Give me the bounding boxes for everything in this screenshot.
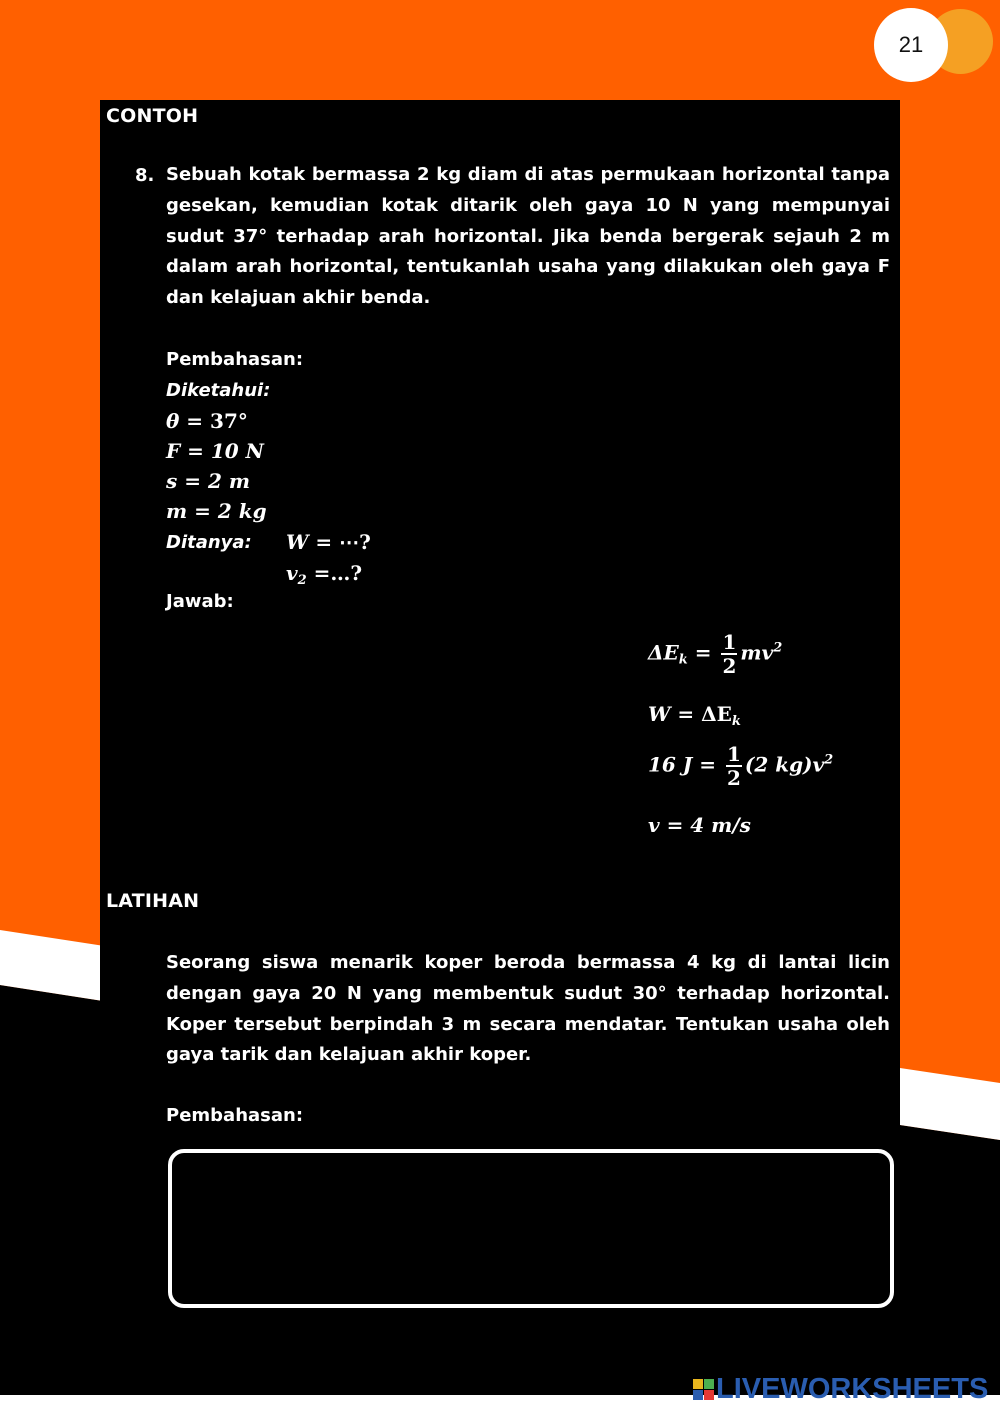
jawab-label: Jawab: — [166, 591, 234, 612]
contoh-problem-text: Sebuah kotak bermassa 2 kg diam di atas permukaan horizontal tanpa gesekan, kemudian kotak ditarik oleh gaya 10 N yang mempunyai sudut 37° terhadap arah horizontal. Jika benda bergerak sejauh 2 m dalam arah horizontal, tentukanlah usaha yang dilakukan oleh gaya F dan kelajuan akhir benda. — [166, 164, 890, 309]
diketahui-label: Diketahui: — [166, 380, 271, 401]
asked-work-symbol: W — [286, 530, 309, 554]
contoh-title: CONTOH — [106, 105, 199, 127]
given-force-value: = 10 N — [180, 439, 264, 463]
eq1-lhs: ΔE — [648, 640, 679, 665]
eq3-numerator: 1 — [726, 742, 741, 766]
asked-work — [286, 530, 371, 554]
solution-eq-work — [648, 702, 741, 729]
eq1-equals: = — [687, 640, 719, 665]
eq3-lhs: 16 J = — [648, 752, 723, 777]
given-mass-value: = 2 kg — [187, 499, 267, 523]
eq3-rhs: (2 kg)v — [744, 752, 825, 777]
eq3-superscript: 2 — [824, 752, 834, 768]
latihan-problem-text: Seorang siswa menarik koper beroda bermassa 4 kg di lantai licin dengan gaya 20 N yang membentuk sudut 30° terhadap horizontal. Koper tersebut berpindah 3 m secara mendatar. Tentukan usaha oleh gaya tarik dan kelajuan akhir koper. — [166, 952, 890, 1066]
given-distance — [166, 469, 250, 493]
given-theta-symbol: θ — [166, 409, 180, 433]
given-distance-value: = 2 m — [177, 469, 250, 493]
asked-velocity-symbol: v — [286, 561, 298, 585]
eq2-lhs: W — [648, 702, 671, 726]
asked-velocity-subscript: 2 — [297, 573, 307, 588]
solution-eq-velocity: v = 4 m/s — [648, 813, 751, 837]
answer-input-box[interactable] — [168, 1149, 894, 1308]
ditanya-label: Ditanya: — [166, 532, 252, 553]
contoh-pembahasan-label: Pembahasan: — [166, 349, 304, 370]
given-force — [166, 439, 264, 463]
eq1-rhs: mv — [740, 640, 774, 665]
latihan-pembahasan-label: Pembahasan: — [166, 1105, 304, 1126]
eq3-denominator: 2 — [726, 766, 741, 790]
asked-work-value: = ⋯? — [308, 530, 371, 554]
eq3-fraction — [726, 743, 742, 789]
page-number: 21 — [874, 8, 948, 82]
eq2-subscript: k — [731, 714, 741, 729]
eq1-subscript: k — [678, 652, 688, 668]
eq1-superscript: 2 — [773, 640, 783, 656]
eq1-denominator: 2 — [722, 654, 737, 678]
eq1-fraction — [721, 631, 737, 677]
given-theta — [166, 409, 248, 433]
content-panel — [100, 100, 900, 1130]
given-mass — [166, 499, 267, 523]
eq2-rhs: = ΔE — [670, 702, 732, 726]
given-distance-symbol: s — [166, 469, 178, 493]
asked-velocity-value: =…? — [306, 561, 363, 585]
eq1-numerator: 1 — [722, 630, 737, 654]
latihan-title: LATIHAN — [106, 890, 200, 912]
given-theta-value: = 37° — [179, 409, 248, 433]
solution-eq-kinetic-energy — [648, 631, 782, 677]
given-mass-symbol: m — [166, 499, 188, 523]
asked-velocity — [286, 561, 362, 588]
given-force-symbol: F — [166, 439, 181, 463]
liveworksheets-logo-text: LIVEWORKSHEETS — [716, 1372, 989, 1405]
liveworksheets-logo-icon — [693, 1379, 714, 1400]
liveworksheets-logo — [693, 1373, 988, 1405]
solution-eq-substitution — [648, 743, 833, 789]
problem-number: 8. — [135, 165, 155, 186]
